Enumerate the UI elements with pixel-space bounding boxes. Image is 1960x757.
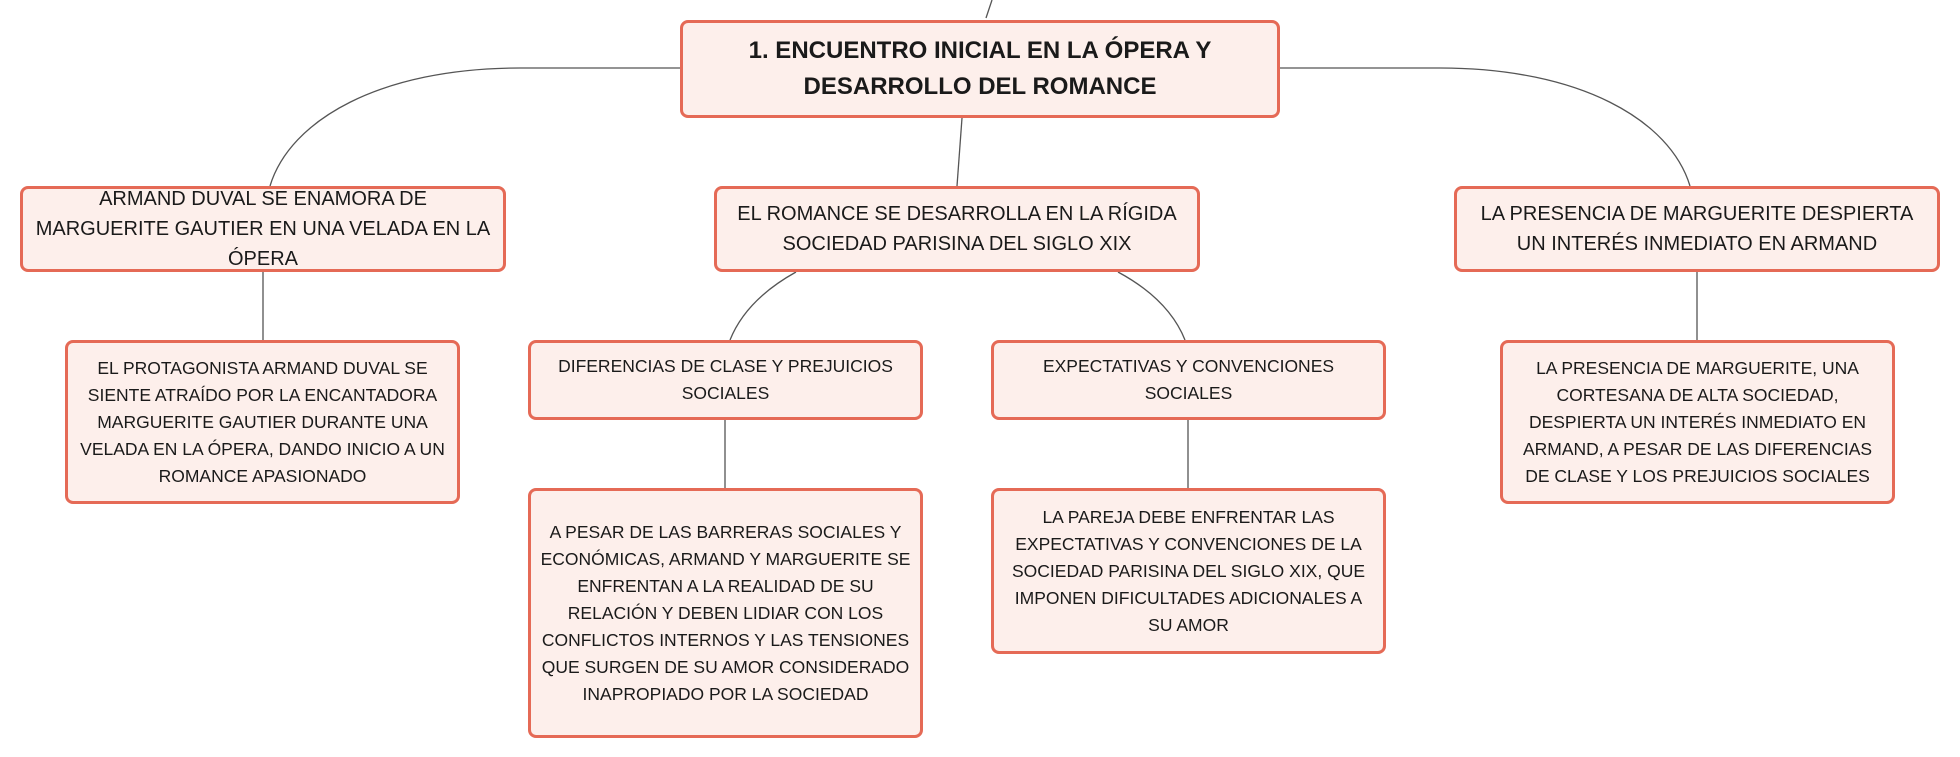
connector-root-parent <box>986 0 992 18</box>
connector-romance-expectativas <box>1118 272 1185 340</box>
connector-romance-diferencias <box>730 272 796 340</box>
subtopic-label: LA PRESENCIA DE MARGUERITE, UNA CORTESANA DE ALTA SOCIEDAD, DESPIERTA UN INTERÉS INMEDIATO EN ARMAND, A PESAR DE LAS DIFERENCIAS DE CLASE Y LOS PREJUICIOS SOCIALES <box>1522 357 1873 486</box>
subtopic-node-barreras-sociales[interactable] <box>528 488 923 738</box>
topic-label: ARMAND DUVAL SE ENAMORA DE MARGUERITE GAUTIER EN UNA VELADA EN LA ÓPERA <box>35 188 491 270</box>
subtopic-label: LA PAREJA DEBE ENFRENTAR LAS EXPECTATIVAS Y CONVENCIONES DE LA SOCIEDAD PARISINA DEL SIGLO XIX, QUE IMPONEN DIFICULTADES ADICIONALES A SU AMOR <box>1011 506 1366 635</box>
subtopic-node-cortesana[interactable] <box>1500 340 1895 504</box>
subtopic-node-diferencias-clase[interactable] <box>528 340 923 420</box>
central-topic-label: 1. ENCUENTRO INICIAL EN LA ÓPERA Y DESARROLLO DEL ROMANCE <box>748 37 1212 100</box>
connector-root-armand <box>270 68 680 186</box>
topic-node-armand-enamora[interactable] <box>20 186 506 272</box>
topic-label: EL ROMANCE SE DESARROLLA EN LA RÍGIDA SOCIEDAD PARISINA DEL SIGLO XIX <box>737 203 1177 255</box>
topic-node-presencia-interes[interactable] <box>1454 186 1940 272</box>
subtopic-label: DIFERENCIAS DE CLASE Y PREJUICIOS SOCIALES <box>558 356 893 403</box>
topic-label: LA PRESENCIA DE MARGUERITE DESPIERTA UN INTERÉS INMEDIATO EN ARMAND <box>1480 203 1914 255</box>
subtopic-node-protagonista[interactable] <box>65 340 460 504</box>
connector-root-presencia <box>1280 68 1690 186</box>
central-topic-node[interactable] <box>680 20 1280 118</box>
subtopic-label: A PESAR DE LAS BARRERAS SOCIALES Y ECONÓMICAS, ARMAND Y MARGUERITE SE ENFRENTAN A LA REALIDAD DE SU RELACIÓN Y DEBEN LIDIAR CON LOS CONFLICTOS INTERNOS Y LAS TENSIONES QUE SURGEN DE SU AMOR CONSIDERADO INAPROPIADO POR LA SOCIEDAD <box>540 521 911 704</box>
subtopic-node-pareja-enfrenta[interactable] <box>991 488 1386 654</box>
subtopic-node-expectativas[interactable] <box>991 340 1386 420</box>
topic-node-romance-sociedad[interactable] <box>714 186 1200 272</box>
subtopic-label: EL PROTAGONISTA ARMAND DUVAL SE SIENTE ATRAÍDO POR LA ENCANTADORA MARGUERITE GAUTIER DURANTE UNA VELADA EN LA ÓPERA, DANDO INICIO A UN ROMANCE APASIONADO <box>80 357 445 486</box>
connector-root-romance <box>957 118 962 186</box>
subtopic-label: EXPECTATIVAS Y CONVENCIONES SOCIALES <box>1042 356 1335 403</box>
